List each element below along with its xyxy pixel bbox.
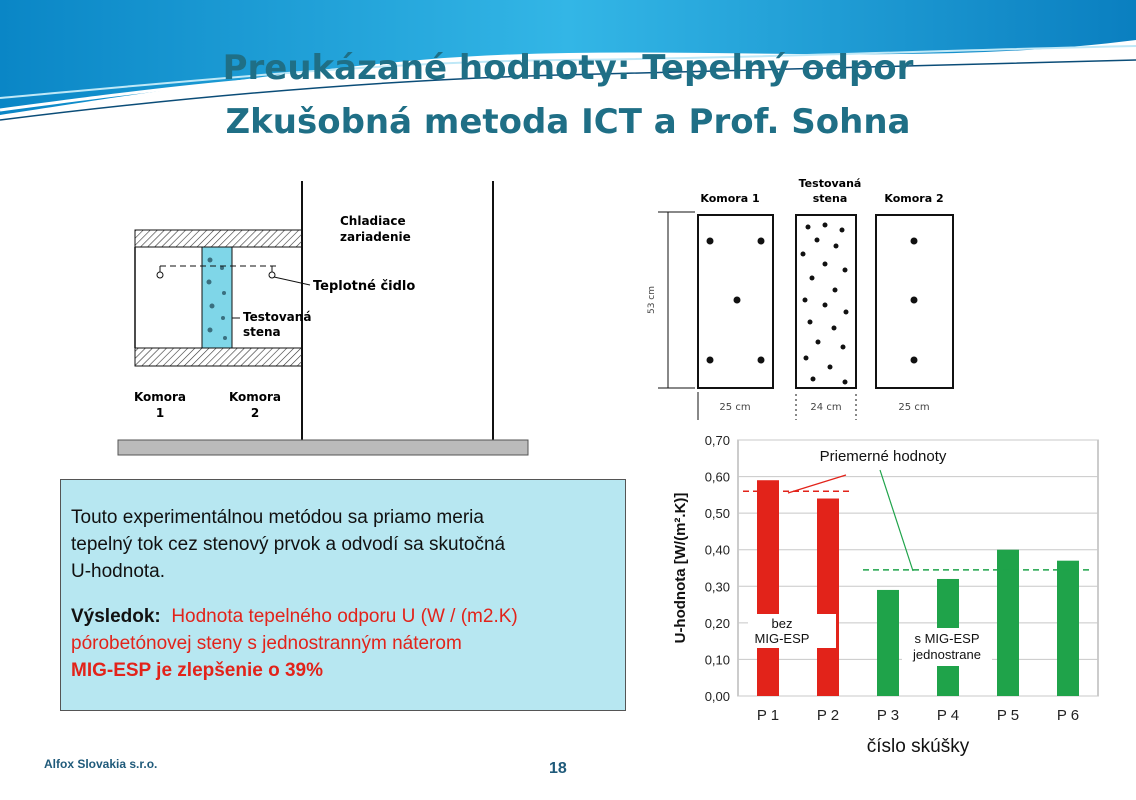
y-tick-label: 0,30 [704, 579, 730, 595]
sensor-layout-diagram [640, 172, 970, 422]
x-tick-label: P 4 [936, 707, 960, 724]
green-group-label-line2: jednostrane [913, 647, 981, 662]
y-tick-label: 0,40 [704, 542, 730, 558]
width-dimension-1: 25 cm [719, 402, 751, 413]
slide-title-line2: Zkušobná metoda ICT a Prof. Sohna [225, 102, 911, 142]
bar-3 [877, 590, 899, 696]
bar-6 [1057, 561, 1079, 696]
layout-col2-label-line1: Testovaná [798, 177, 862, 190]
insulation-bottom [135, 348, 302, 366]
red-group-label-line2: MIG-ESP [754, 631, 810, 646]
result-text1: Hodnota tepelného odporu U (W / (m2.K) [171, 606, 518, 627]
sensor-label: Teplotné čidlo [313, 279, 416, 294]
width-dimension-2: 24 cm [810, 402, 842, 413]
wall-label-line2: stena [243, 325, 281, 339]
footer-company: Alfox Slovakia s.r.o. [44, 757, 158, 771]
layout-col1-label: Komora 1 [700, 192, 760, 205]
info-line1: Touto experimentálnou metódou sa priamo meria [71, 507, 484, 528]
red-group-label-line1: bez [771, 616, 793, 631]
height-dimension: 53 cm [647, 285, 657, 315]
layout-col3-label: Komora 2 [884, 192, 944, 205]
y-axis-label: U-hodnota [W/(m².K)] [672, 492, 689, 644]
insulation-top [135, 230, 302, 247]
x-tick-label: P 5 [996, 707, 1020, 724]
result-label: Výsledok: [71, 606, 161, 627]
bar-5 [997, 550, 1019, 696]
average-label: Priemerné hodnoty [819, 448, 947, 465]
result-text2: pórobetónovej steny s jednostranným náterom [71, 633, 462, 654]
chamber1-label-line1: Komora [133, 390, 187, 404]
result-text3: MIG-ESP je zlepšenie o 39% [71, 660, 324, 681]
info-line3: U-hodnota. [71, 561, 166, 582]
chamber2-label-line1: Komora [228, 390, 282, 404]
x-tick-label: P 3 [876, 707, 900, 724]
bar-2 [817, 499, 839, 696]
tested-wall [202, 247, 232, 348]
page-number: 18 [549, 760, 567, 777]
wall-label-line1: Testovaná [243, 310, 312, 324]
info-line2: tepelný tok cez stenový prvok a odvodí sa skutočná [71, 534, 506, 555]
y-tick-label: 0,20 [704, 615, 730, 631]
test-setup-diagram [110, 178, 540, 463]
y-tick-label: 0,50 [704, 506, 730, 522]
info-box [60, 479, 626, 711]
x-axis-label: číslo skúšky [866, 736, 970, 757]
layout-col2-label-line2: stena [812, 192, 848, 205]
green-group-label-line1: s MIG-ESP [914, 631, 980, 646]
slide-title-line1: Preukázané hodnoty: Tepelný odpor [222, 48, 914, 88]
y-tick-label: 0,60 [704, 469, 730, 485]
width-dimension-3: 25 cm [898, 402, 930, 413]
y-tick-label: 0,00 [704, 689, 730, 704]
y-tick-label: 0,70 [704, 433, 730, 448]
chamber2-label-line2: 2 [250, 406, 260, 420]
sensor-icon [157, 272, 163, 278]
x-tick-label: P 1 [756, 707, 780, 724]
cooling-label-line2: zariadenie [340, 230, 411, 244]
floor [118, 440, 528, 455]
bar-1 [757, 480, 779, 696]
cooling-label-line1: Chladiace [340, 214, 406, 228]
x-tick-label: P 6 [1056, 707, 1080, 724]
chamber1-label-line2: 1 [155, 406, 165, 420]
x-tick-label: P 2 [816, 707, 840, 724]
y-tick-label: 0,10 [704, 652, 730, 668]
u-value-chart [658, 425, 1128, 775]
